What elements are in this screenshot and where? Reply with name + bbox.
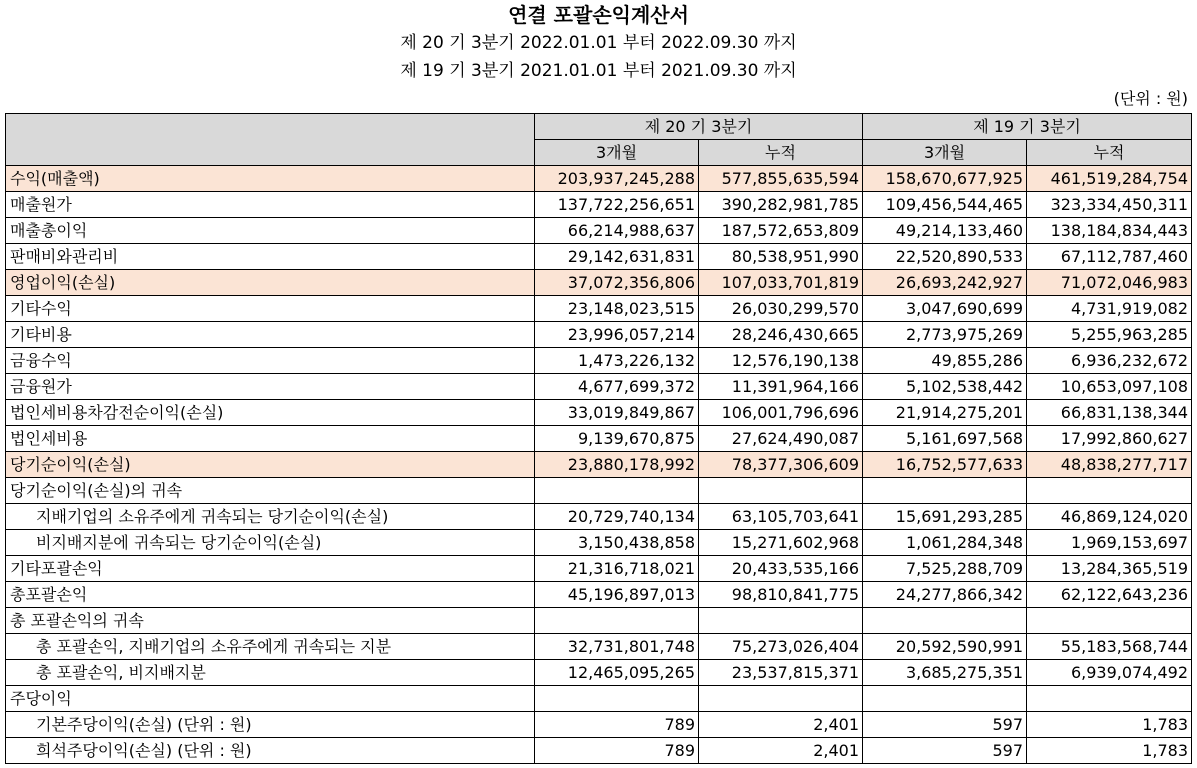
row-value: 597 [863,712,1027,738]
table-row [6,686,1192,712]
row-value: 2,773,975,269 [863,322,1027,348]
current-period: 제 20 기 3분기 2022.01.01 부터 2022.09.30 까지 [400,33,797,53]
row-value: 15,691,293,285 [863,504,1027,530]
table-row [6,660,1192,686]
income-statement-table [5,113,1192,764]
row-value: 2,401 [699,738,863,764]
row-value: 62,122,643,236 [1027,582,1192,608]
prior-period: 제 19 기 3분기 2021.01.01 부터 2021.09.30 까지 [400,61,797,81]
row-value: 4,731,919,082 [1027,296,1192,322]
row-label: 주당이익 [6,686,535,712]
table-row [6,738,1192,764]
row-value: 203,937,245,288 [535,166,699,192]
row-value: 461,519,284,754 [1027,166,1192,192]
row-value: 1,473,226,132 [535,348,699,374]
table-row [6,322,1192,348]
row-value [535,686,699,712]
row-label: 판매비와관리비 [6,244,535,270]
row-label: 기타포괄손익 [6,556,535,582]
row-value: 28,246,430,665 [699,322,863,348]
unit-label: (단위 : 원) [1113,89,1188,108]
row-value: 98,810,841,775 [699,582,863,608]
table-row [6,270,1192,296]
row-value: 80,538,951,990 [699,244,863,270]
row-value: 187,572,653,809 [699,218,863,244]
row-value: 12,576,190,138 [699,348,863,374]
row-value: 63,105,703,641 [699,504,863,530]
row-value: 138,184,834,443 [1027,218,1192,244]
row-value: 4,677,699,372 [535,374,699,400]
row-label: 비지배지분에 귀속되는 당기순이익(손실) [6,530,535,556]
row-value: 21,914,275,201 [863,400,1027,426]
row-value: 45,196,897,013 [535,582,699,608]
row-label: 총 포괄손익, 지배기업의 소유주에게 귀속되는 지분 [6,634,535,660]
row-value: 27,624,490,087 [699,426,863,452]
row-value: 46,869,124,020 [1027,504,1192,530]
row-label: 기타비용 [6,322,535,348]
table-row [6,582,1192,608]
table-row [6,556,1192,582]
row-value: 10,653,097,108 [1027,374,1192,400]
row-value: 23,996,057,214 [535,322,699,348]
row-value: 6,936,232,672 [1027,348,1192,374]
row-value [1027,608,1192,634]
row-value: 67,112,787,460 [1027,244,1192,270]
header-period-prior: 제 19 기 3분기 [863,114,1192,140]
header-prior-3month: 3개월 [863,140,1027,166]
row-value: 71,072,046,983 [1027,270,1192,296]
header-current-cumulative: 누적 [699,140,863,166]
row-value: 3,150,438,858 [535,530,699,556]
header-prior-cumulative: 누적 [1027,140,1192,166]
row-value [863,478,1027,504]
row-value: 26,693,242,927 [863,270,1027,296]
row-value: 20,729,740,134 [535,504,699,530]
row-value: 106,001,796,696 [699,400,863,426]
row-value: 33,019,849,867 [535,400,699,426]
row-value: 29,142,631,831 [535,244,699,270]
row-value: 597 [863,738,1027,764]
row-value: 3,047,690,699 [863,296,1027,322]
row-value: 12,465,095,265 [535,660,699,686]
row-value: 1,783 [1027,712,1192,738]
row-value: 49,214,133,460 [863,218,1027,244]
row-label: 총 포괄손익, 비지배지분 [6,660,535,686]
row-value [1027,686,1192,712]
table-row [6,426,1192,452]
row-label: 매출총이익 [6,218,535,244]
row-value [863,608,1027,634]
row-value: 75,273,026,404 [699,634,863,660]
row-value: 1,783 [1027,738,1192,764]
table-row [6,244,1192,270]
row-value: 55,183,568,744 [1027,634,1192,660]
table-row [6,166,1192,192]
row-value: 49,855,286 [863,348,1027,374]
row-value: 5,255,963,285 [1027,322,1192,348]
table-row [6,218,1192,244]
table-row [6,712,1192,738]
header-row-periods [6,114,1192,140]
row-value: 137,722,256,651 [535,192,699,218]
row-value: 48,838,277,717 [1027,452,1192,478]
row-value: 13,284,365,519 [1027,556,1192,582]
row-value: 78,377,306,609 [699,452,863,478]
row-label: 법인세비용 [6,426,535,452]
row-label: 당기순이익(손실) [6,452,535,478]
row-value: 1,061,284,348 [863,530,1027,556]
statement-title: 연결 포괄손익계산서 [508,3,689,27]
row-value: 37,072,356,806 [535,270,699,296]
row-value [535,608,699,634]
row-value: 158,670,677,925 [863,166,1027,192]
row-label: 수익(매출액) [6,166,535,192]
table-row [6,634,1192,660]
row-value: 323,334,450,311 [1027,192,1192,218]
row-value [699,478,863,504]
row-value: 7,525,288,709 [863,556,1027,582]
row-label: 영업이익(손실) [6,270,535,296]
row-value: 9,139,670,875 [535,426,699,452]
row-value: 15,271,602,968 [699,530,863,556]
row-label: 매출원가 [6,192,535,218]
row-label: 총 포괄손익의 귀속 [6,608,535,634]
row-value: 24,277,866,342 [863,582,1027,608]
row-label: 법인세비용차감전순이익(손실) [6,400,535,426]
row-value: 20,592,590,991 [863,634,1027,660]
table-row [6,608,1192,634]
row-value [535,478,699,504]
table-row [6,452,1192,478]
row-value: 109,456,544,465 [863,192,1027,218]
table-row [6,530,1192,556]
header-label-cell [6,114,535,166]
row-value [1027,478,1192,504]
table-row [6,348,1192,374]
row-value: 3,685,275,351 [863,660,1027,686]
row-value: 23,880,178,992 [535,452,699,478]
header-period-current: 제 20 기 3분기 [535,114,863,140]
row-label: 지배기업의 소유주에게 귀속되는 당기순이익(손실) [6,504,535,530]
row-value: 789 [535,738,699,764]
row-label: 희석주당이익(손실) (단위 : 원) [6,738,535,764]
row-value: 1,969,153,697 [1027,530,1192,556]
row-value: 32,731,801,748 [535,634,699,660]
row-label: 기타수익 [6,296,535,322]
row-value: 11,391,964,166 [699,374,863,400]
row-label: 금융원가 [6,374,535,400]
row-label: 기본주당이익(손실) (단위 : 원) [6,712,535,738]
row-value: 66,831,138,344 [1027,400,1192,426]
statement-body [6,166,1192,764]
row-value: 22,520,890,533 [863,244,1027,270]
row-value: 16,752,577,633 [863,452,1027,478]
row-value: 20,433,535,166 [699,556,863,582]
table-row [6,192,1192,218]
row-value: 26,030,299,570 [699,296,863,322]
row-value: 5,161,697,568 [863,426,1027,452]
table-row [6,400,1192,426]
row-value: 390,282,981,785 [699,192,863,218]
row-value: 66,214,988,637 [535,218,699,244]
row-value: 107,033,701,819 [699,270,863,296]
table-row [6,374,1192,400]
header-current-3month: 3개월 [535,140,699,166]
row-value: 5,102,538,442 [863,374,1027,400]
table-row [6,478,1192,504]
row-label: 총포괄손익 [6,582,535,608]
table-row [6,296,1192,322]
row-value: 23,537,815,371 [699,660,863,686]
row-value [699,608,863,634]
row-value: 6,939,074,492 [1027,660,1192,686]
table-row [6,504,1192,530]
row-value [863,686,1027,712]
row-value: 21,316,718,021 [535,556,699,582]
row-label: 금융수익 [6,348,535,374]
row-label: 당기순이익(손실)의 귀속 [6,478,535,504]
row-value: 23,148,023,515 [535,296,699,322]
row-value: 789 [535,712,699,738]
row-value: 17,992,860,627 [1027,426,1192,452]
row-value: 577,855,635,594 [699,166,863,192]
row-value [699,686,863,712]
row-value: 2,401 [699,712,863,738]
